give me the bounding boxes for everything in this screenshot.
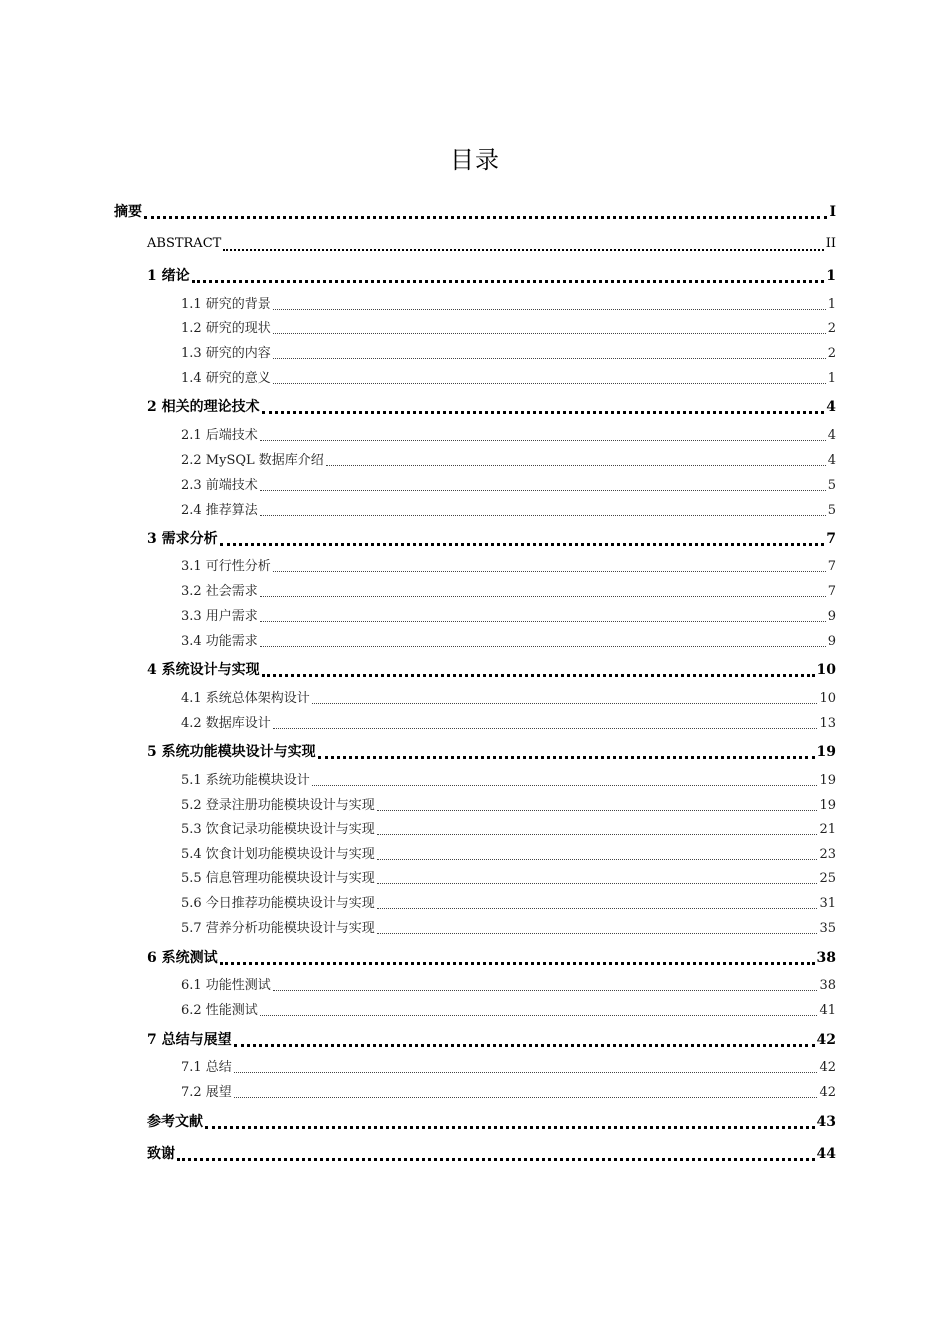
leader-dots — [262, 674, 815, 677]
toc-title: 目录 — [450, 146, 500, 174]
leader-dots — [318, 756, 815, 759]
leader-dots — [273, 990, 818, 991]
leader-dots — [377, 883, 818, 884]
toc-page-number: 42 — [819, 1060, 836, 1075]
toc-entry-label: ABSTRACT — [147, 236, 222, 251]
toc-entry-section[interactable] — [181, 797, 836, 815]
toc-page-number: 9 — [827, 634, 836, 649]
leader-dots — [273, 333, 826, 334]
leader-dots — [273, 358, 826, 359]
leader-dots — [144, 216, 827, 219]
leader-dots — [260, 621, 826, 622]
toc-page-number: 10 — [819, 691, 836, 706]
toc-page-number: 4 — [827, 428, 836, 443]
toc-entry-section[interactable] — [181, 608, 836, 626]
toc-entry-label: 5.3 饮食记录功能模块设计与实现 — [181, 822, 375, 837]
toc-entry-section[interactable] — [181, 477, 836, 495]
toc-entry-references[interactable] — [147, 1112, 836, 1132]
toc-page-number: 25 — [819, 871, 836, 886]
toc-page-number: 19 — [819, 773, 836, 788]
toc-entry-section[interactable] — [181, 715, 836, 733]
toc-entry-label: 6 系统测试 — [147, 950, 218, 966]
leader-dots — [220, 543, 825, 546]
toc-page-number: 1 — [826, 268, 836, 284]
toc-page-number: 41 — [819, 1003, 836, 1018]
toc-entry-label: 5.7 营养分析功能模块设计与实现 — [181, 921, 375, 936]
toc-page-number: 7 — [827, 584, 836, 599]
toc-entry-label: 1.4 研究的意义 — [181, 371, 271, 386]
toc-entry-section[interactable] — [181, 690, 836, 708]
toc-page-number: 13 — [819, 716, 836, 731]
toc-entry-label: 7 总结与展望 — [147, 1032, 232, 1048]
toc-page-number: 43 — [816, 1114, 836, 1130]
leader-dots — [273, 309, 826, 310]
toc-entry-label: 1.2 研究的现状 — [181, 321, 271, 336]
toc-entry-label: 2.3 前端技术 — [181, 478, 258, 493]
toc-page-number: 7 — [826, 531, 836, 547]
toc-entry-abstract-cn[interactable] — [114, 202, 836, 222]
toc-entry-label: 3.1 可行性分析 — [181, 559, 271, 574]
leader-dots — [260, 440, 826, 441]
toc-page-number: 1 — [827, 371, 836, 386]
toc-entry-label: 2.4 推荐算法 — [181, 503, 258, 518]
toc-entry-section[interactable] — [181, 320, 836, 338]
toc-entry-label: 5.1 系统功能模块设计 — [181, 773, 310, 788]
toc-entry-abstract-en[interactable] — [147, 234, 836, 254]
toc-page-number: 5 — [827, 503, 836, 518]
toc-entry-section[interactable] — [181, 1059, 836, 1077]
toc-entry-section[interactable] — [181, 920, 836, 938]
toc-entry-section[interactable] — [181, 345, 836, 363]
toc-entry-label: 3 需求分析 — [147, 531, 218, 547]
toc-entry-label: 5.4 饮食计划功能模块设计与实现 — [181, 847, 375, 862]
leader-dots — [273, 571, 826, 572]
leader-dots — [260, 490, 826, 491]
leader-dots — [273, 383, 826, 384]
toc-page-number: 44 — [816, 1146, 836, 1162]
leader-dots — [377, 908, 818, 909]
toc-page-number: 5 — [827, 478, 836, 493]
toc-entry-section[interactable] — [181, 821, 836, 839]
leader-dots — [177, 1158, 815, 1161]
leader-dots — [377, 810, 818, 811]
toc-entry-label: 1 绪论 — [147, 268, 190, 284]
toc-entry-label: 4 系统设计与实现 — [147, 662, 260, 678]
toc-page-number: 23 — [819, 847, 836, 862]
leader-dots — [192, 280, 825, 283]
toc-entry-section[interactable] — [181, 895, 836, 913]
leader-dots — [260, 515, 826, 516]
toc-entry-chapter[interactable] — [147, 948, 836, 968]
toc-entry-chapter[interactable] — [147, 529, 836, 549]
toc-page-number: 2 — [827, 321, 836, 336]
toc-entry-label: 6.1 功能性测试 — [181, 978, 271, 993]
leader-dots — [234, 1044, 815, 1047]
toc-page-number: 2 — [827, 346, 836, 361]
toc-entry-section[interactable] — [181, 502, 836, 520]
toc-entry-chapter[interactable] — [147, 742, 836, 762]
leader-dots — [260, 596, 826, 597]
leader-dots — [262, 411, 825, 414]
toc-entry-label: 4.2 数据库设计 — [181, 716, 271, 731]
leader-dots — [223, 249, 823, 251]
toc-entry-section[interactable] — [181, 977, 836, 995]
toc-entry-label: 4.1 系统总体架构设计 — [181, 691, 310, 706]
toc-page-number: II — [825, 236, 836, 251]
leader-dots — [220, 962, 815, 965]
toc-page-number: 42 — [816, 1032, 836, 1048]
toc-entry-chapter[interactable] — [147, 660, 836, 680]
toc-page-number: 9 — [827, 609, 836, 624]
leader-dots — [273, 728, 818, 729]
toc-page-number: 10 — [816, 662, 836, 678]
toc-entry-chapter[interactable] — [147, 1030, 836, 1050]
toc-page-number: 7 — [827, 559, 836, 574]
leader-dots — [312, 785, 818, 786]
toc-entry-label: 1.3 研究的内容 — [181, 346, 271, 361]
toc-page-number: 21 — [819, 822, 836, 837]
toc-entry-section[interactable] — [181, 452, 836, 470]
toc-entry-label: 致谢 — [147, 1146, 175, 1162]
toc-entry-section[interactable] — [181, 370, 836, 388]
leader-dots — [326, 465, 826, 466]
leader-dots — [377, 933, 818, 934]
toc-page-number: 19 — [819, 798, 836, 813]
leader-dots — [377, 859, 818, 860]
toc-entry-label: 2.2 MySQL 数据库介绍 — [181, 453, 324, 468]
toc-entry-label: 2.1 后端技术 — [181, 428, 258, 443]
toc-entry-acknowledgements[interactable] — [147, 1144, 836, 1164]
toc-entry-label: 摘要 — [114, 204, 142, 220]
leader-dots — [234, 1097, 818, 1098]
toc-entry-section[interactable] — [181, 870, 836, 888]
toc-page-number: 4 — [827, 453, 836, 468]
toc-entry-label: 5.2 登录注册功能模块设计与实现 — [181, 798, 375, 813]
toc-entry-section[interactable] — [181, 846, 836, 864]
toc-page-number: I — [829, 204, 836, 220]
toc-entry-label: 3.3 用户需求 — [181, 609, 258, 624]
toc-entry-section[interactable] — [181, 427, 836, 445]
toc-entry-chapter[interactable] — [147, 266, 836, 286]
toc-page-number: 42 — [819, 1085, 836, 1100]
toc-page-number: 19 — [816, 744, 836, 760]
toc-page-number: 38 — [819, 978, 836, 993]
toc-entry-label: 3.2 社会需求 — [181, 584, 258, 599]
toc-entry-label: 参考文献 — [147, 1114, 203, 1130]
leader-dots — [312, 703, 818, 704]
toc-entry-chapter[interactable] — [147, 397, 836, 417]
leader-dots — [205, 1126, 815, 1129]
toc-entry-label: 7.1 总结 — [181, 1060, 232, 1075]
leader-dots — [260, 1015, 818, 1016]
toc-page-number: 4 — [826, 399, 836, 415]
toc-entry-label: 7.2 展望 — [181, 1085, 232, 1100]
toc-entry-section[interactable] — [181, 296, 836, 314]
toc-entry-section[interactable] — [181, 1084, 836, 1102]
toc-entry-label: 2 相关的理论技术 — [147, 399, 260, 415]
toc-page-number: 31 — [819, 896, 836, 911]
leader-dots — [377, 834, 818, 835]
toc-page-number: 1 — [827, 297, 836, 312]
toc-page-number: 38 — [816, 950, 836, 966]
toc-entry-label: 1.1 研究的背景 — [181, 297, 271, 312]
toc-entry-section[interactable] — [181, 583, 836, 601]
toc-entry-section[interactable] — [181, 558, 836, 576]
leader-dots — [260, 646, 826, 647]
toc-entry-label: 5 系统功能模块设计与实现 — [147, 744, 316, 760]
toc-entry-section[interactable] — [181, 633, 836, 651]
toc-entry-label: 3.4 功能需求 — [181, 634, 258, 649]
toc-entry-label: 6.2 性能测试 — [181, 1003, 258, 1018]
toc-page-number: 35 — [819, 921, 836, 936]
toc-entry-label: 5.5 信息管理功能模块设计与实现 — [181, 871, 375, 886]
toc-entry-section[interactable] — [181, 772, 836, 790]
leader-dots — [234, 1072, 818, 1073]
toc-entry-label: 5.6 今日推荐功能模块设计与实现 — [181, 896, 375, 911]
toc-entry-section[interactable] — [181, 1002, 836, 1020]
